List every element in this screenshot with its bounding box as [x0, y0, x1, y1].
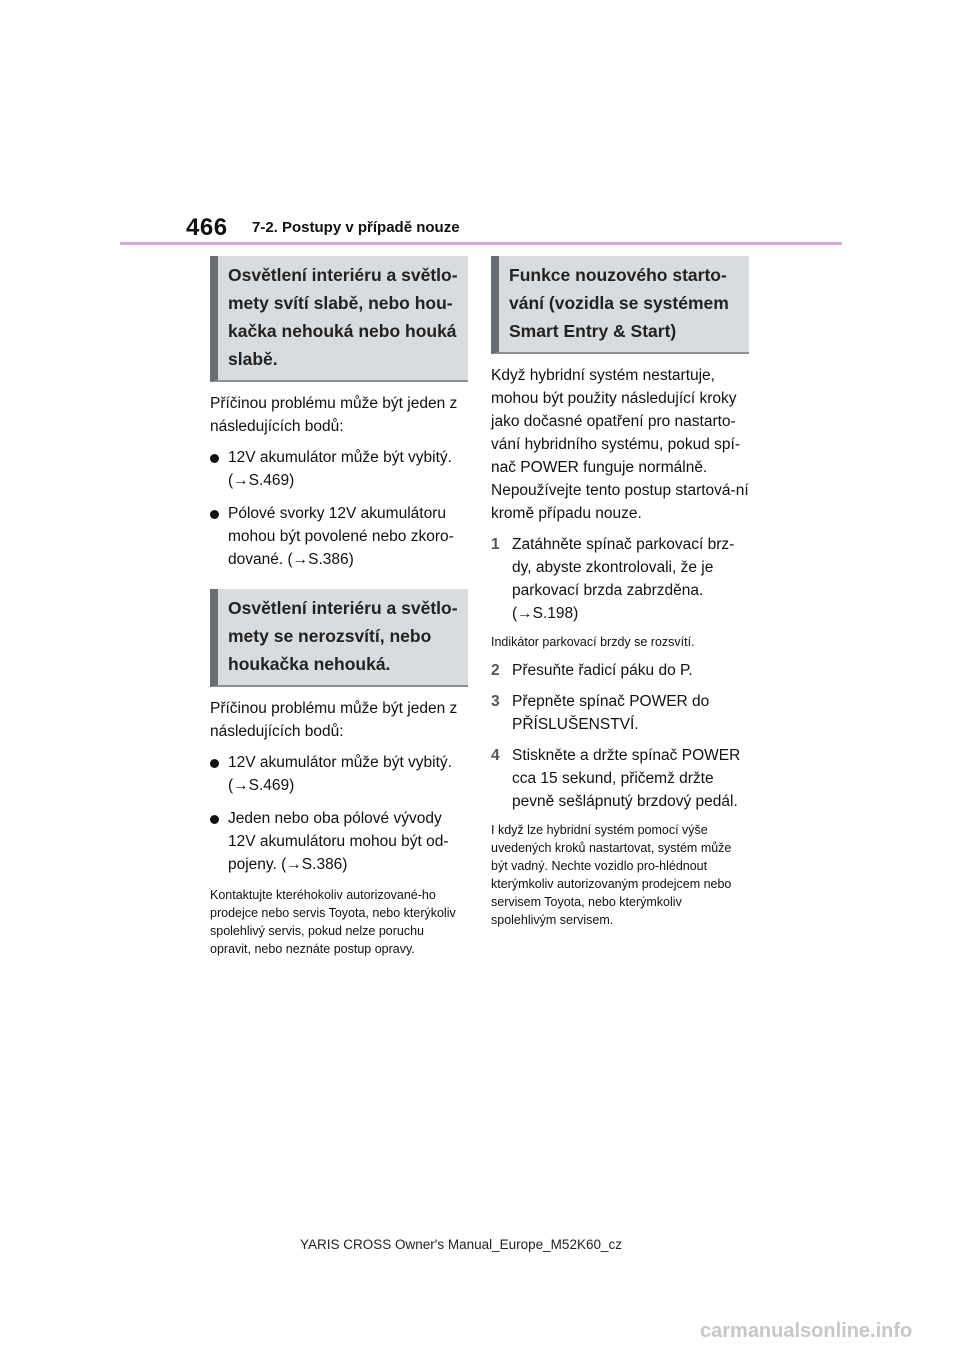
step-item: 2 Přesuňte řadicí páku do P.	[491, 662, 693, 679]
bullet-item: Pólové svorky 12V akumulátoru mohou být povolené nebo zkoro-dované. (→S.386)	[210, 502, 468, 571]
page-number: 466	[186, 214, 228, 241]
watermark: carmanualsonline.info	[700, 1320, 913, 1342]
heading-dim-lights: Osvětlení interiéru a světlo-mety svítí slabě, nebo hou-kačka nehouká nebo houká slabě.	[210, 256, 468, 382]
header-rule	[120, 242, 842, 245]
bullet-icon	[210, 454, 219, 463]
bullet-icon	[210, 759, 219, 768]
step-item: 1 Zatáhněte spínač parkovací brz-dy, abyste zkontrolovali, že je parkovací brzda zabrzděna. (→S.198)	[491, 536, 735, 622]
step-item: 4 Stiskněte a držte spínač POWER cca 15 sekund, přičemž držte pevně sešlápnutý brzdový pedál.	[491, 747, 741, 810]
bullet-item: 12V akumulátor může být vybitý. (→S.469)	[210, 446, 468, 492]
step-item: 3 Přepněte spínač POWER do PŘÍSLUŠENSTVÍ.	[491, 693, 710, 733]
left-column	[210, 256, 468, 966]
footer-text: YARIS CROSS Owner's Manual_Europe_M52K60_cz	[300, 1237, 622, 1252]
bullet-item: 12V akumulátor může být vybitý. (→S.469)	[210, 751, 468, 797]
intro-paragraph-1: Příčinou problému může být jeden z následujících bodů:	[210, 395, 458, 435]
intro-paragraph-2: Příčinou problému může být jeden z následujících bodů:	[210, 700, 458, 740]
section-title: 7-2. Postupy v případě nouze	[252, 219, 460, 236]
bullet-item: Jeden nebo oba pólové vývody 12V akumulátoru mohou být od-pojeny. (→S.386)	[210, 807, 468, 876]
right-column	[491, 256, 749, 937]
emergency-intro: Když hybridní systém nestartuje, mohou být použity následující kroky jako dočasné opatření pro nastarto-vání hybridního systému, pokud spí-nač POWER funguje normálně. Nepoužívejte tento postup startová-ní kromě případu nouze.	[491, 367, 749, 522]
step-note: Indikátor parkovací brzdy se rozsvítí.	[491, 635, 695, 649]
bullet-icon	[210, 815, 219, 824]
bullet-icon	[210, 510, 219, 519]
closing-note: I když lze hybridní systém pomocí výše uvedených kroků nastartovat, systém může být vadný. Nechte vozidlo pro-hlédnout kterýmkoliv autorizovaným prodejcem nebo servisem Toyota, nebo kterýmkoliv spolehlivým servisem.	[491, 823, 732, 927]
heading-no-lights: Osvětlení interiéru a světlo-mety se nerozsvítí, nebo houkačka nehouká.	[210, 589, 468, 687]
contact-note: Kontaktujte kteréhokoliv autorizované-ho prodejce nebo servis Toyota, nebo kterýkoliv spolehlivý servis, pokud nelze poruchu opravit, nebo neznáte postup opravy.	[210, 888, 456, 956]
heading-emergency-start: Funkce nouzového starto-vání (vozidla se systémem Smart Entry & Start)	[491, 256, 749, 354]
